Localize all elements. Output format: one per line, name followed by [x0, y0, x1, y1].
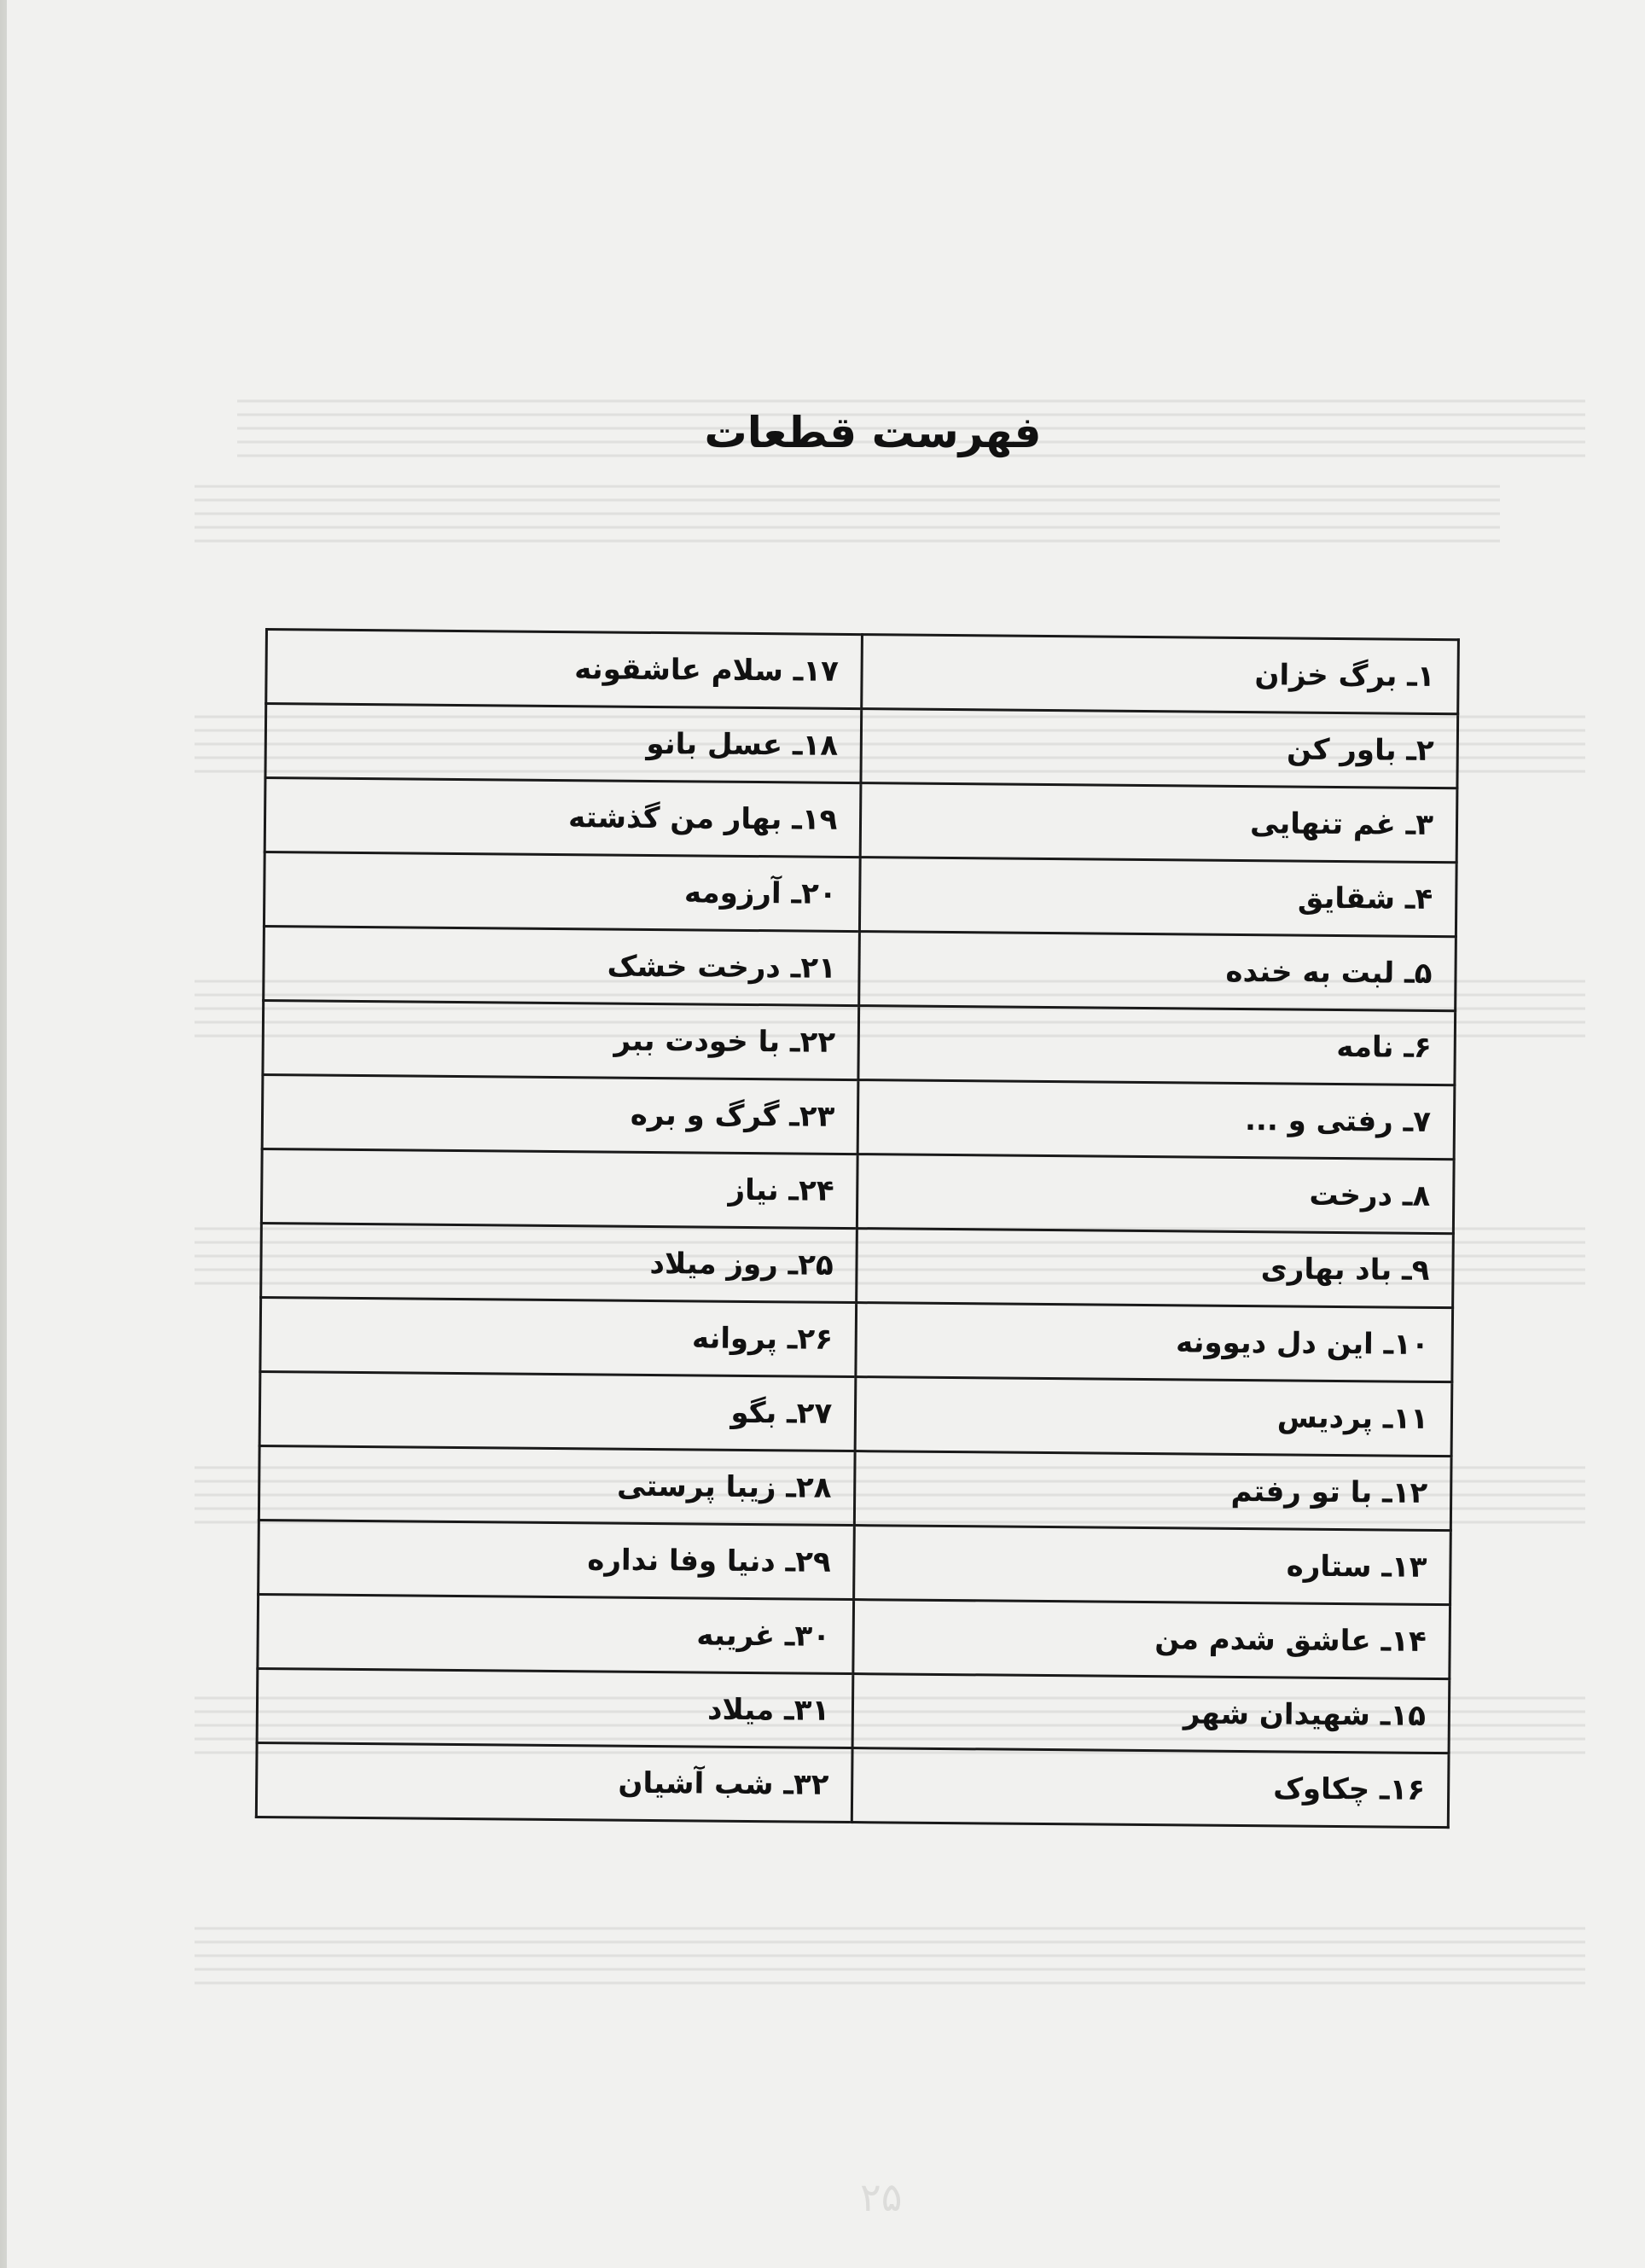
- page-title: فهرست قطعات: [704, 408, 1042, 457]
- table-row: [261, 1149, 1454, 1233]
- toc-entry: ۱۵ـ شهیدان شهر: [852, 1674, 1449, 1753]
- toc-entry: ۲۳ـ گرگ و بره: [262, 1074, 858, 1154]
- toc-entry: ۲۱ـ درخت خشک: [264, 926, 860, 1005]
- table-row: [259, 1520, 1451, 1604]
- page-number: ۲۵: [860, 2174, 903, 2220]
- toc-entry: ۳ـ غم تنهایی: [860, 783, 1456, 863]
- table-row: [257, 1668, 1450, 1753]
- table-row: [258, 1594, 1450, 1678]
- page: [7, 0, 1645, 2268]
- toc-table: [255, 628, 1460, 1829]
- toc-entry: ۲۵ـ روز میلاد: [261, 1223, 857, 1302]
- toc-entry: ۱۶ـ چکاوک: [852, 1748, 1449, 1828]
- toc-entry: ۲۸ـ زیبا پرستی: [259, 1445, 855, 1525]
- table-row: [260, 1297, 1453, 1381]
- toc-entry: ۷ـ رفتی و ...: [857, 1080, 1454, 1160]
- toc-entry: ۲۴ـ نیاز: [261, 1149, 857, 1228]
- table-row: [259, 1371, 1452, 1456]
- toc-entry: ۱۸ـ عسل بانو: [265, 704, 862, 783]
- toc-entry: ۱۷ـ سلام عاشقونه: [266, 630, 863, 709]
- toc-entry: ۱۹ـ بهار من گذشته: [264, 778, 861, 858]
- toc-entry: ۲۰ـ آرزومه: [264, 852, 860, 932]
- table-row: [263, 1000, 1456, 1085]
- toc-entry: ۶ـ نامه: [858, 1006, 1455, 1085]
- toc-entry: ۱۱ـ پردیس: [855, 1377, 1451, 1457]
- toc-entry: ۲ـ باور کن: [861, 709, 1457, 788]
- toc-entry: ۵ـ لبت به خنده: [859, 932, 1456, 1011]
- toc-entry: ۳۰ـ غریبه: [258, 1594, 854, 1673]
- toc-entry: ۱۰ـ این دل دیوونه: [856, 1303, 1452, 1382]
- toc-entry: ۲۷ـ بگو: [259, 1371, 856, 1451]
- table-row: [256, 1742, 1449, 1827]
- toc-entry: ۹ـ باد بهاری: [857, 1229, 1453, 1308]
- toc-entry: ۲۶ـ پروانه: [260, 1297, 857, 1376]
- toc-entry: ۴ـ شقایق: [860, 858, 1456, 937]
- table-row: [264, 778, 1457, 863]
- toc-entry: ۱۲ـ با تو رفتم: [855, 1451, 1451, 1531]
- table-row: [265, 704, 1458, 788]
- table-row: [264, 852, 1456, 937]
- toc-entry: ۸ـ درخت: [857, 1154, 1454, 1234]
- toc-entry: ۱۴ـ عاشق شدم من: [853, 1600, 1450, 1679]
- toc-entry: ۲۹ـ دنیا وفا نداره: [259, 1520, 855, 1599]
- toc-entry: ۳۲ـ شب آشیان: [256, 1742, 852, 1822]
- table-row: [266, 630, 1459, 714]
- toc-entry: ۳۱ـ میلاد: [257, 1668, 853, 1748]
- table-row: [261, 1223, 1454, 1307]
- table-row: [262, 1074, 1455, 1159]
- toc-entry: ۱۳ـ ستاره: [854, 1526, 1450, 1605]
- toc-entry: ۲۲ـ با خودت ببر: [263, 1000, 859, 1079]
- table-row: [264, 926, 1456, 1010]
- toc-entry: ۱ـ برگ خزان: [862, 635, 1458, 714]
- table-row: [259, 1445, 1451, 1530]
